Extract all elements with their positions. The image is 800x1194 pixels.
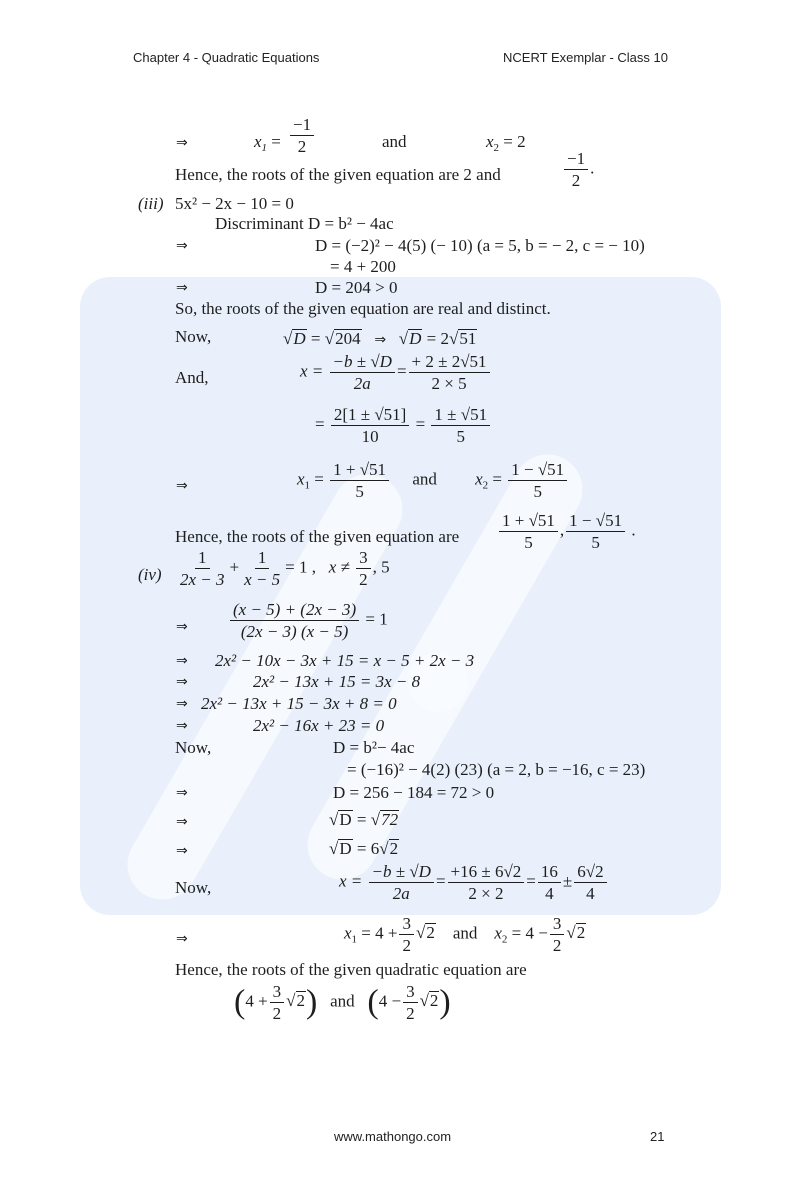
part-iii-quadratic-formula: x = $\frac{-b \pm √D}{2a}$ = $\frac{+ 2 \pm 2√51}{2 \times 5}$ [300, 352, 492, 393]
part-iv-conclusion: Hence, the roots of the given quadratic equation are [175, 960, 527, 979]
part-ii-x2: $x_2 = 2$ [486, 132, 526, 154]
arrow-icon: ⇒ [176, 814, 188, 830]
book-title: NCERT Exemplar - Class 10 [503, 50, 668, 65]
part-iii-real-distinct: So, the roots of the given equation are real and distinct. [175, 299, 551, 318]
arrow-icon: ⇒ [176, 785, 188, 801]
part-iv-d-formula: D = b²− 4ac [333, 738, 415, 757]
part-iv-step3: 2x² − 13x + 15 − 3x + 8 = 0 [201, 694, 397, 713]
part-iv-conclusion-roots: (4 + $\frac{3}{2}$ √2) and (4 − $\frac{3}{2}$ √2) [234, 982, 451, 1023]
part-iv-d-substitution: = (−16)² − 4(2) (23) (a = 2, b = −16, c = 23) [347, 760, 646, 779]
part-iii-d-substitution: D = (−2)² − 4(5) (− 10) (a = 5, b = − 2, c = − 10) [315, 236, 645, 255]
arrow-icon: ⇒ [176, 238, 188, 254]
part-iii-roots: $x_1$ = $\frac{1 + √51}{5}$ and $x_2$ = $\frac{1 - √51}{5}$ [297, 460, 569, 501]
part-iii-equation: 5x² − 2x − 10 = 0 [175, 194, 294, 213]
part-iii-conclusion: Hence, the roots of the given equation are [175, 527, 460, 546]
part-ii-and: and [382, 132, 407, 151]
page-number: 21 [650, 1129, 665, 1144]
arrow-icon: ⇒ [176, 619, 188, 635]
part-iii-conclusion-roots: $\frac{1 + √51}{5}$ , $\frac{1 - √51}{5}$ . [497, 511, 636, 552]
part-iv-step2: 2x² − 13x + 15 = 3x − 8 [253, 672, 421, 691]
part-iii-label: (iii) [138, 194, 164, 213]
part-iii-d-result: D = 204 > 0 [315, 278, 398, 297]
part-iv-equation: $\frac{1}{2x - 3}$ + $\frac{1}{x - 5}$ = 1 , x ≠ $\frac{3}{2}$ , 5 [180, 548, 390, 589]
part-iii-and-label: And, [175, 368, 209, 387]
footer-url: www.mathongo.com [334, 1129, 452, 1144]
part-iii-discriminant: Discriminant D = b² − 4ac [215, 214, 394, 233]
part-iv-sqrt-simplified: √D = 6√2 [329, 839, 399, 858]
part-ii-x1-value: $\frac{-1}{2}$ [288, 115, 316, 156]
arrow-icon: ⇒ [176, 718, 188, 734]
chapter-title: Chapter 4 - Quadratic Equations [133, 50, 320, 65]
part-ii-x1: $x_1$ = [254, 132, 281, 154]
part-iv-roots: $x_1 = 4$ + $\frac{3}{2}$ √2 and $x_2 = 4$ − $\frac{3}{2}$ √2 [344, 914, 586, 955]
arrow-icon: ⇒ [176, 478, 188, 494]
part-iv-step4: 2x² − 16x + 23 = 0 [253, 716, 385, 735]
part-ii-conclusion-fraction: $\frac{-1}{2}$ . [562, 149, 594, 190]
arrow-icon: ⇒ [176, 843, 188, 859]
part-ii-conclusion: Hence, the roots of the given equation are 2 and [175, 165, 501, 184]
part-iv-label: (iv) [138, 565, 162, 584]
part-iv-now: Now, [175, 738, 212, 757]
part-iv-sqrt-72: √D = √72 [329, 810, 399, 829]
arrow-icon: ⇒ [176, 931, 188, 947]
part-iv-d-result: D = 256 − 184 = 72 > 0 [333, 783, 495, 802]
arrow-icon: ⇒ [176, 653, 188, 669]
part-iv-now2: Now, [175, 878, 212, 897]
part-iv-combined: $\frac{(x - 5) + (2x - 3)}{(2x - 3) (x - 5)}$ = 1 [228, 600, 388, 641]
part-iv-step1: 2x² − 10x − 3x + 15 = x − 5 + 2x − 3 [215, 651, 475, 670]
part-iii-now: Now, [175, 327, 212, 346]
part-iv-quadratic-formula: x = $\frac{-b \pm √D}{2a}$ = $\frac{+16 \pm 6√2}{2 \times 2}$ = $\frac{16}{4}$ ± $\frac{6√2}{4}$ [339, 862, 609, 903]
part-iii-simplify: = $\frac{2[1 \pm √51]}{10}$ = $\frac{1 \pm √51}{5}$ [315, 405, 492, 446]
part-ii-roots-line: ⇒ [176, 135, 188, 151]
arrow-icon: ⇒ [176, 696, 188, 712]
arrow-icon: ⇒ [176, 280, 188, 296]
arrow-icon: ⇒ [176, 674, 188, 690]
part-iii-sqrt-line: √D = √204 ⇒ √D = 2√51 [283, 329, 477, 348]
part-iii-d-sum: = 4 + 200 [330, 257, 396, 276]
